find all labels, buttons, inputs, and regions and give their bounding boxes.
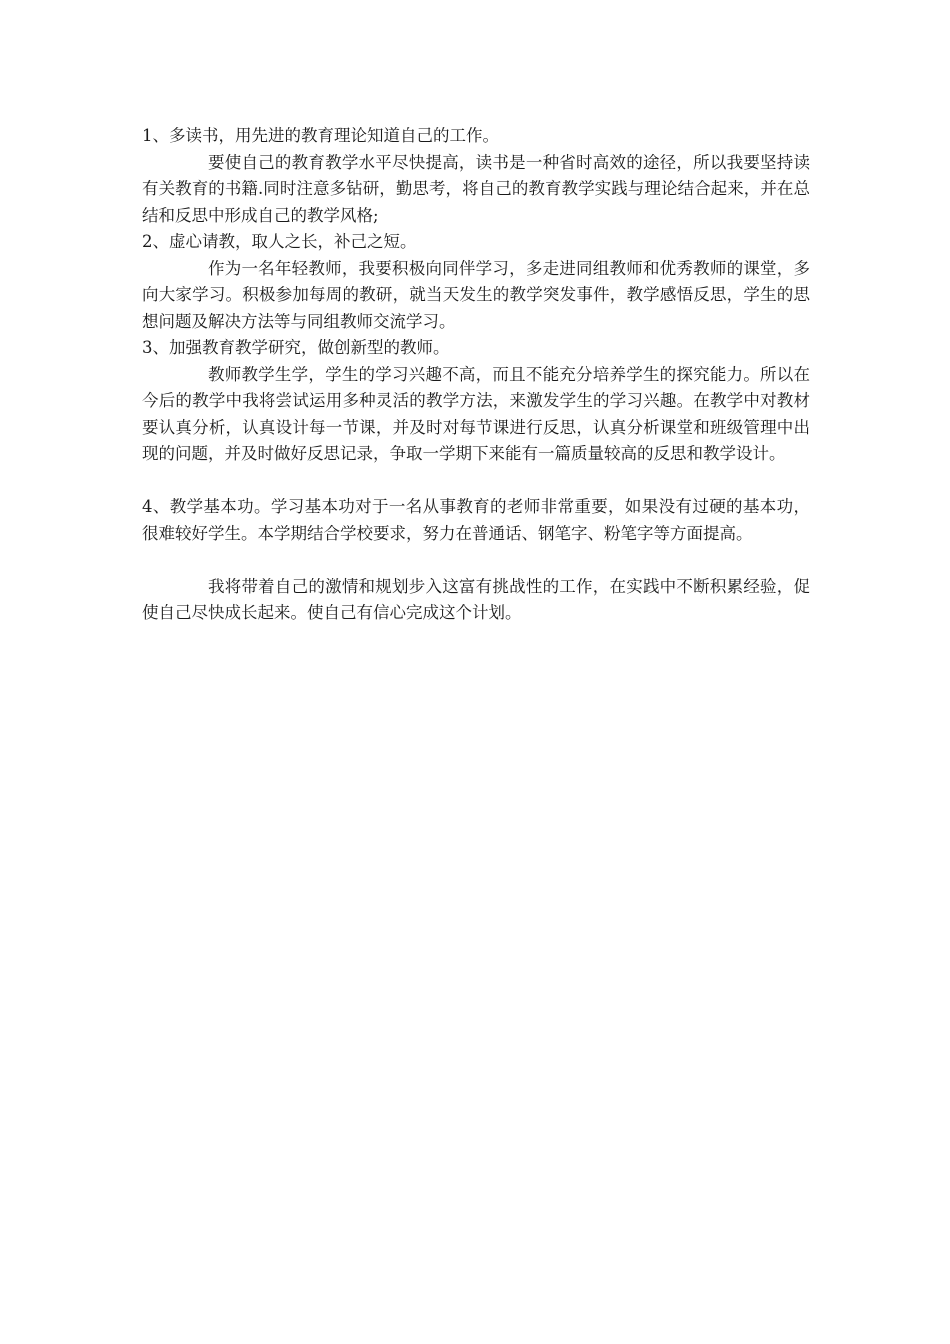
- section-1-body: 要使自己的教育教学水平尽快提高，读书是一种省时高效的途径，所以我要坚持读有关教育的书籍.同时注意多钻研，勤思考，将自己的教育教学实践与理论结合起来，并在总结和反思中形成自己的教学风格;: [142, 152, 810, 225]
- section-1-heading: 1、多读书，用先进的教育理论知道自己的工作。: [142, 126, 499, 145]
- closing-paragraph: 我将带着自己的激情和规划步入这富有挑战性的工作，在实践中不断积累经验，促使自己尽快成长起来。使自己有信心完成这个计划。: [142, 576, 810, 622]
- section-4-paragraph: 4、教学基本功。学习基本功对于一名从事教育的老师非常重要，如果没有过硬的基本功，很难较好学生。本学期结合学校要求，努力在普通话、钢笔字、粉笔字等方面提高。: [142, 497, 810, 543]
- paragraph-gap: [142, 547, 810, 574]
- section-2-body: 作为一名年轻教师，我要积极向同伴学习，多走进同组教师和优秀教师的课堂，多向大家学习。积极参加每周的教研，就当天发生的教学突发事件，教学感悟反思，学生的思想问题及解决方法等与同组教师交流学习。: [142, 258, 810, 331]
- document-page: [142, 123, 810, 627]
- section-2-heading: 2、虚心请教，取人之长，补己之短。: [142, 232, 417, 251]
- section-3-heading: 3、加强教育教学研究，做创新型的教师。: [142, 338, 450, 357]
- section-3-body: 教师教学生学，学生的学习兴趣不高，而且不能充分培养学生的探究能力。所以在今后的教学中我将尝试运用多种灵活的教学方法，来激发学生的学习兴趣。在教学中对教材要认真分析，认真设计每一节课，并及时对每节课进行反思，认真分析课堂和班级管理中出现的问题，并及时做好反思记录，争取一学期下来能有一篇质量较高的反思和教学设计。: [142, 364, 810, 463]
- paragraph-gap: [142, 468, 810, 495]
